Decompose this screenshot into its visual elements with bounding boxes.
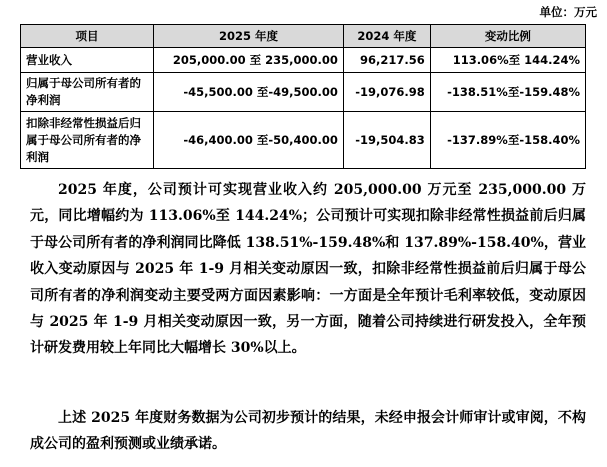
table-row [21,73,586,112]
row-label: 营业收入 [21,48,154,73]
header-2025: 2025 年度 [154,25,344,48]
table-header-row [21,25,586,48]
cell-2024: -19,504.83 [343,112,430,169]
forecast-explanation-paragraph: 2025 年度，公司预计可实现营业收入约 205,000.00 万元至 235,000.00 万元，同比增幅约为 113.06%至 144.24%；公司预计可实现扣除非经常性损益前后归属于母公司所有者的净利润同比降低 138.51%-159.48%和 137.89%-158.40%，营业收入变动原因与 2025 年 1-9 月相关变动原因一致，扣除非经常性损益前后归属于母公司所有者的净利润变动主要受两方面因素影响：一方面是全年预计毛利率较低，变动原因与 2025 年 1-9 月相关变动原因一致，另一方面，随着公司持续进行研发投入，全年预计研发费用较上年同比大幅增长 30%以上。 [30,182,586,357]
cell-change: -137.89%至-158.40% [430,112,585,169]
header-change: 变动比例 [430,25,585,48]
cell-change: 113.06%至 144.24% [430,48,585,73]
cell-2024: -19,076.98 [343,73,430,112]
cell-change: -138.51%至-159.48% [430,73,585,112]
financial-forecast-table [20,24,586,169]
row-label: 归属于母公司所有者的净利润 [21,73,154,112]
cell-2025: 205,000.00 至 235,000.00 [154,48,344,73]
header-2024: 2024 年度 [343,25,430,48]
cell-2025: -46,400.00 至-50,400.00 [154,112,344,169]
header-item: 项目 [21,25,154,48]
cell-2025: -45,500.00 至-49,500.00 [154,73,344,112]
unit-label: 单位：万元 [539,5,597,19]
cell-2024: 96,217.56 [343,48,430,73]
disclaimer-paragraph: 上述 2025 年度财务数据为公司初步预计的结果，未经申报会计师审计或审阅，不构成公司的盈利预测或业绩承诺。 [30,410,586,453]
table-row [21,112,586,169]
row-label: 扣除非经常性损益后归属于母公司所有者的净利润 [21,112,154,169]
table-row [21,48,586,73]
